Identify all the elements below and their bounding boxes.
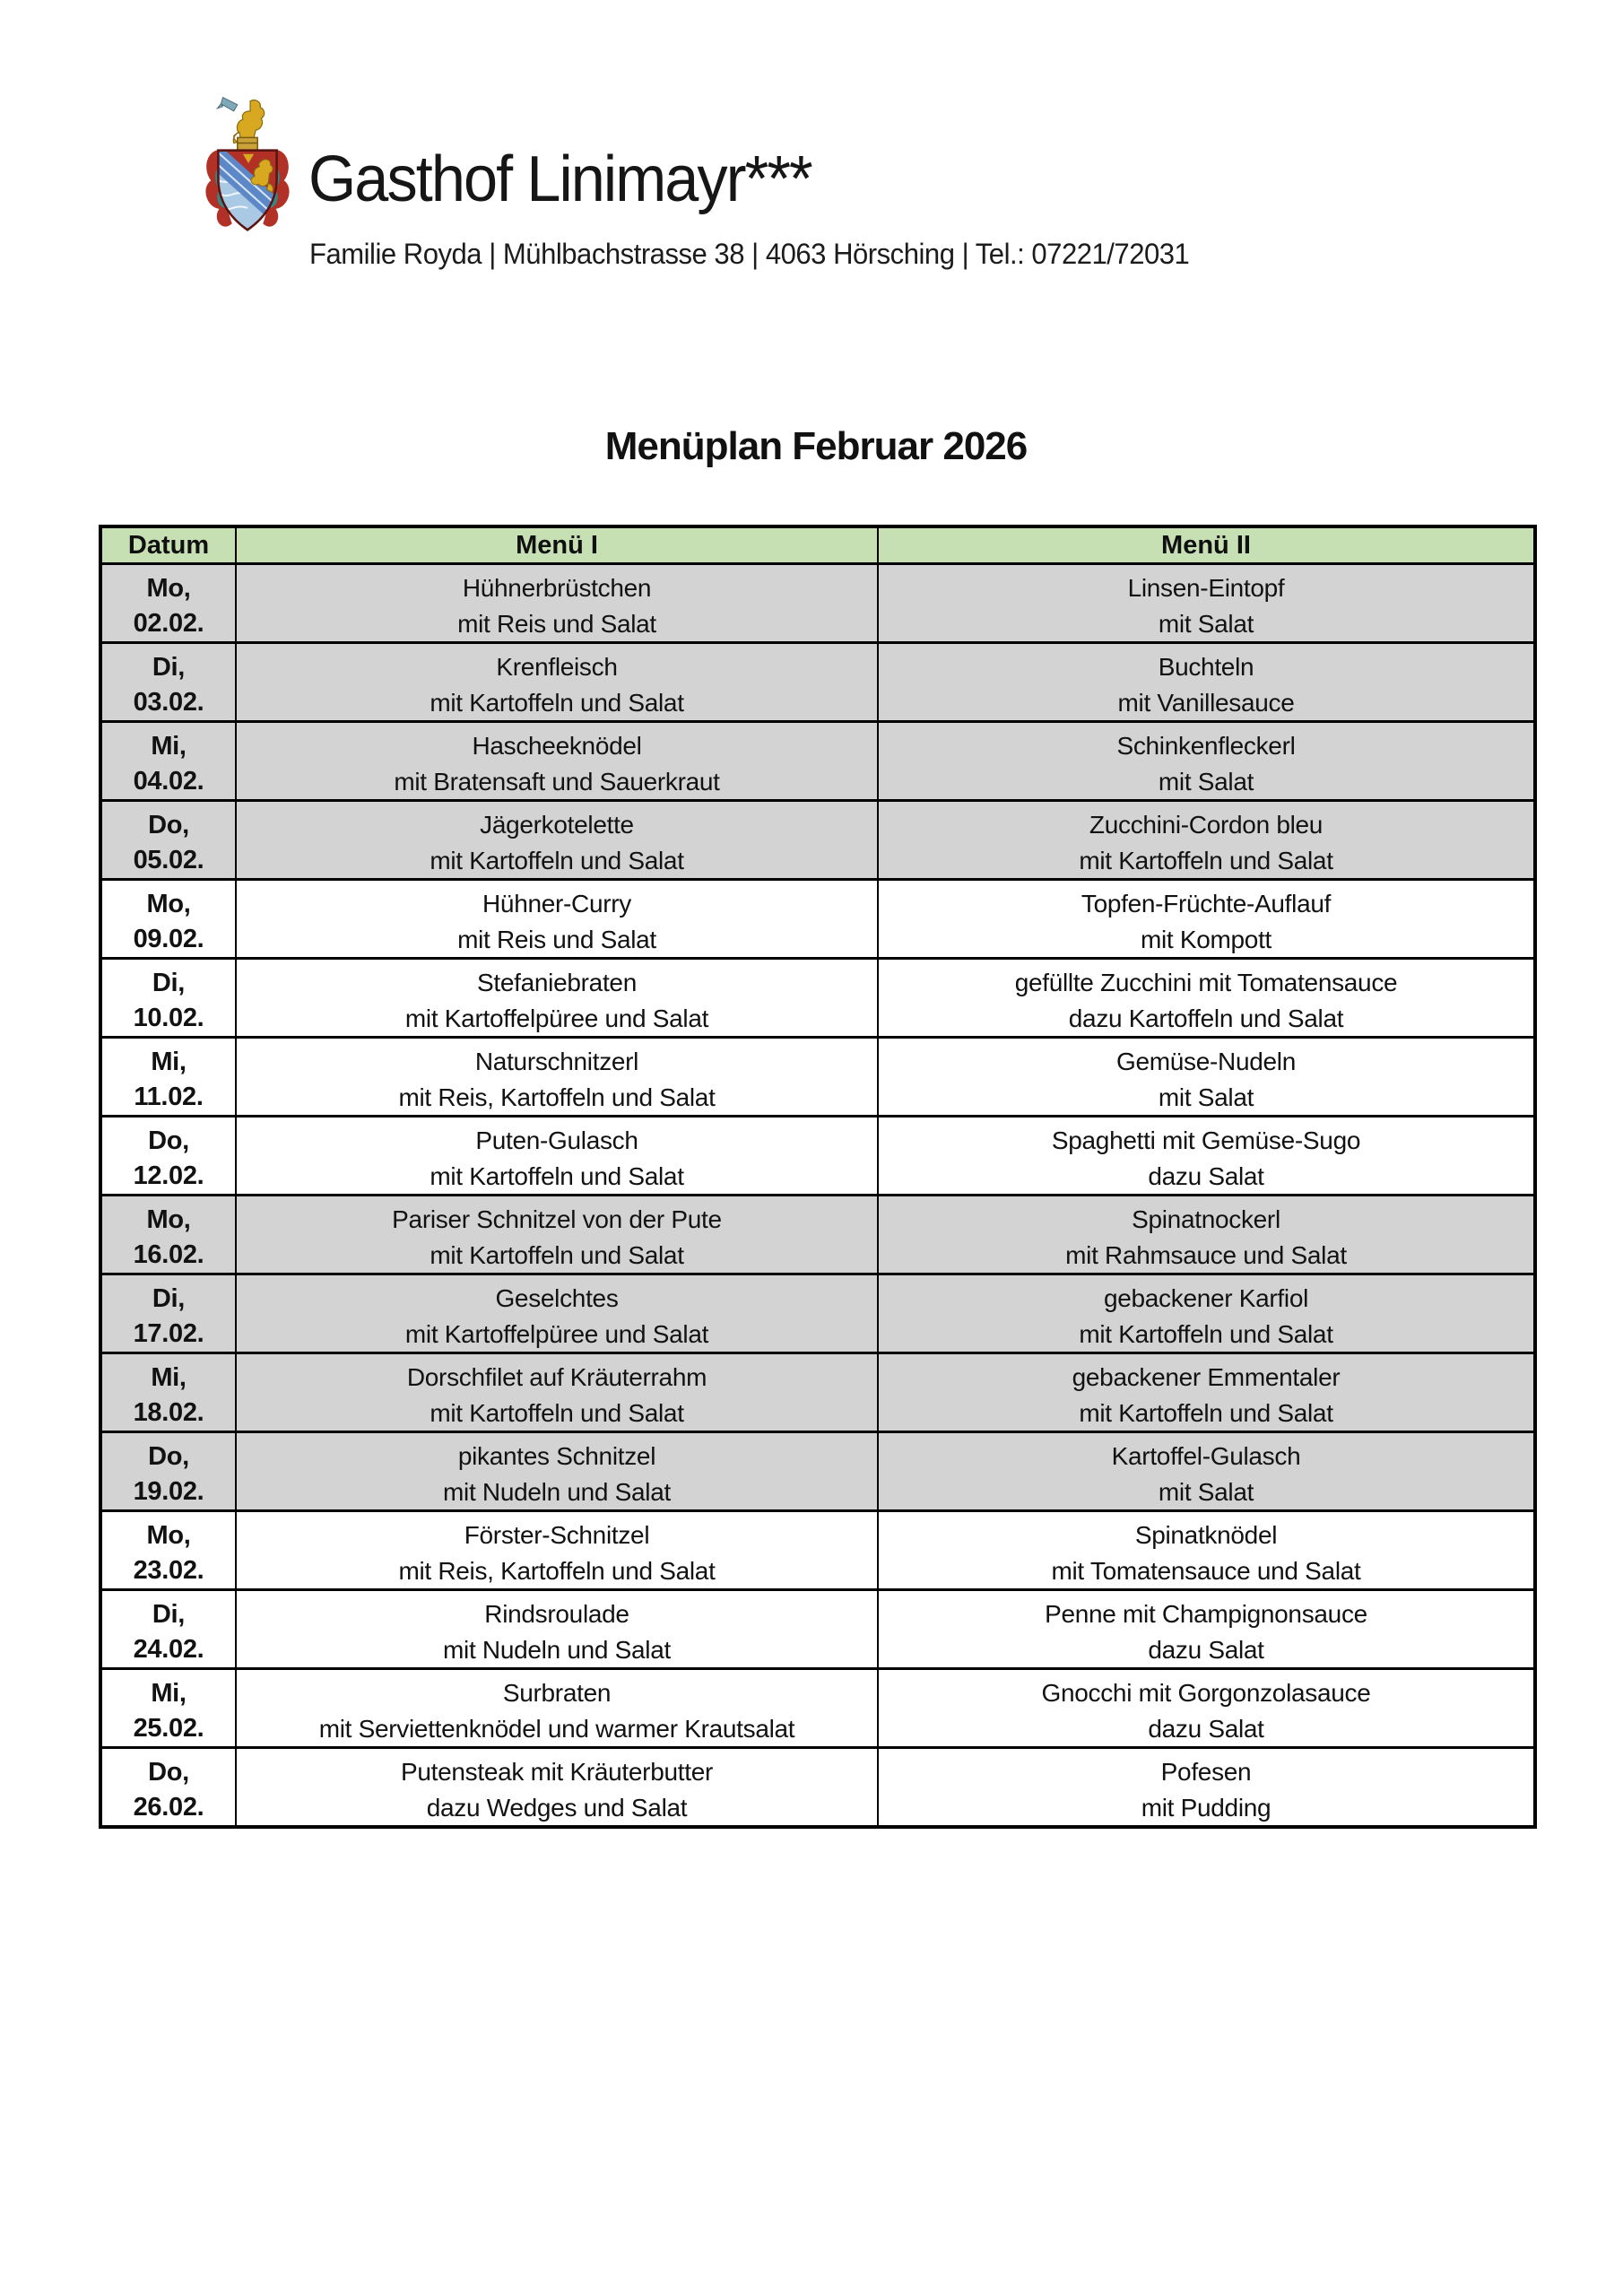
menu-row: [100, 643, 1535, 722]
date-label: 10.02.: [133, 1003, 204, 1032]
date-label: 12.02.: [133, 1161, 204, 1190]
menu2-dish: Penne mit Champignonsauce: [1045, 1600, 1367, 1628]
menu2-cell: [878, 564, 1535, 643]
menu1-cell: [236, 1196, 878, 1274]
menu1-side: mit Kartoffeln und Salat: [430, 1161, 684, 1190]
date-cell: [100, 1432, 236, 1511]
menu2-dish: Kartoffel-Gulasch: [1111, 1442, 1301, 1470]
menu2-dish: gebackener Emmentaler: [1072, 1363, 1341, 1391]
date-label: 18.02.: [133, 1397, 204, 1427]
date-cell: [100, 1669, 236, 1748]
menu-row: [100, 1196, 1535, 1274]
weekday-label: Do,: [148, 1442, 189, 1471]
menu1-cell: [236, 1669, 878, 1748]
menu1-dish: Pariser Schnitzel von der Pute: [392, 1205, 722, 1233]
menu2-dish: Spaghetti mit Gemüse-Sugo: [1051, 1126, 1361, 1154]
weekday-label: Do,: [148, 1126, 189, 1155]
menu-row: [100, 880, 1535, 959]
weekday-label: Mi,: [151, 1048, 187, 1076]
menu2-side: dazu Salat: [1148, 1635, 1264, 1664]
weekday-label: Do,: [148, 811, 189, 839]
column-header-menu1: Menü I: [236, 526, 878, 564]
menu1-side: mit Kartoffelpüree und Salat: [404, 1004, 709, 1032]
menu1-cell: [236, 1038, 878, 1117]
menu1-side: mit Reis, Kartoffeln und Salat: [398, 1083, 716, 1111]
menu-row: [100, 959, 1535, 1038]
menu2-dish: Linsen-Eintopf: [1127, 574, 1285, 602]
menu1-dish: Förster-Schnitzel: [464, 1521, 650, 1549]
date-label: 11.02.: [134, 1082, 204, 1111]
weekday-label: Di,: [152, 1600, 186, 1629]
menu2-side: mit Salat: [1158, 767, 1254, 796]
date-cell: [100, 1117, 236, 1196]
menu1-cell: [236, 880, 878, 959]
menu2-dish: Gemüse-Nudeln: [1116, 1048, 1296, 1075]
menu2-side: mit Kompott: [1140, 925, 1272, 953]
menu1-dish: Jägerkotelette: [480, 811, 634, 839]
menu2-cell: [878, 1196, 1535, 1274]
menu2-cell: [878, 1590, 1535, 1669]
menu1-side: mit Bratensaft und Sauerkraut: [394, 767, 720, 796]
menu2-side: mit Vanillesauce: [1117, 688, 1295, 717]
menu1-cell: [236, 1353, 878, 1432]
menu1-side: mit Serviettenknödel und warmer Krautsalat: [318, 1714, 795, 1743]
date-cell: [100, 564, 236, 643]
date-cell: [100, 959, 236, 1038]
menu1-side: dazu Wedges und Salat: [426, 1793, 688, 1822]
weekday-label: Mo,: [146, 574, 191, 603]
date-label: 24.02.: [133, 1634, 204, 1664]
date-label: 05.02.: [133, 845, 204, 874]
coat-of-arms-logo: [199, 93, 296, 239]
menu2-side: mit Salat: [1158, 1477, 1254, 1506]
date-label: 17.02.: [133, 1318, 204, 1348]
date-cell: [100, 1748, 236, 1828]
menu2-cell: [878, 1038, 1535, 1117]
menu1-cell: [236, 722, 878, 801]
weekday-label: Mo,: [146, 890, 191, 918]
menu1-dish: Puten-Gulasch: [475, 1126, 638, 1154]
weekday-label: Mo,: [146, 1521, 191, 1550]
menu1-cell: [236, 801, 878, 880]
date-cell: [100, 722, 236, 801]
plan-title: Menüplan Februar 2026: [604, 423, 1028, 468]
menu1-dish: Geselchtes: [495, 1284, 619, 1312]
menu1-dish: Hühnerbrüstchen: [462, 574, 652, 602]
menu2-cell: [878, 801, 1535, 880]
menu2-side: mit Kartoffeln und Salat: [1079, 1319, 1333, 1348]
date-cell: [100, 1196, 236, 1274]
date-cell: [100, 1511, 236, 1590]
menu2-cell: [878, 1748, 1535, 1828]
menu1-side: mit Kartoffeln und Salat: [430, 1240, 684, 1269]
menu2-side: mit Tomatensauce und Salat: [1051, 1556, 1361, 1585]
menu2-dish: Zucchini-Cordon bleu: [1089, 811, 1324, 839]
menu1-side: mit Kartoffeln und Salat: [430, 1398, 684, 1427]
date-label: 26.02.: [133, 1792, 204, 1822]
header-row: [100, 526, 1535, 564]
menu-row: [100, 1117, 1535, 1196]
menu2-cell: [878, 1669, 1535, 1748]
menu2-side: dazu Salat: [1148, 1161, 1264, 1190]
menu2-dish: Schinkenfleckerl: [1116, 732, 1296, 760]
menu-row: [100, 1511, 1535, 1590]
menu1-cell: [236, 1511, 878, 1590]
menu2-dish: gefüllte Zucchini mit Tomatensauce: [1014, 969, 1398, 996]
menu1-cell: [236, 643, 878, 722]
menu2-dish: Buchteln: [1158, 653, 1254, 681]
menu1-cell: [236, 1274, 878, 1353]
menu2-side: mit Rahmsauce und Salat: [1065, 1240, 1347, 1269]
menu2-side: mit Kartoffeln und Salat: [1079, 1398, 1333, 1427]
menu2-cell: [878, 1432, 1535, 1511]
business-name: Gasthof Linimayr***: [308, 144, 812, 216]
menu1-cell: [236, 1432, 878, 1511]
date-cell: [100, 1590, 236, 1669]
menu-row: [100, 564, 1535, 643]
menu2-side: dazu Kartoffeln und Salat: [1068, 1004, 1344, 1032]
date-label: 23.02.: [133, 1555, 204, 1585]
contact-line: Familie Royda | Mühlbachstrasse 38 | 4063 Hörsching | Tel.: 07221/72031: [309, 238, 1190, 270]
menu2-dish: Spinatknödel: [1134, 1521, 1278, 1549]
menu1-side: mit Kartoffeln und Salat: [430, 846, 684, 874]
menu1-dish: Krenfleisch: [496, 653, 618, 681]
menu-table-header: [100, 526, 1535, 564]
date-cell: [100, 1038, 236, 1117]
menu1-side: mit Reis, Kartoffeln und Salat: [398, 1556, 716, 1585]
lion-crest: [233, 100, 264, 144]
menu1-dish: Dorschfilet auf Kräuterrahm: [406, 1363, 707, 1391]
menu1-cell: [236, 1117, 878, 1196]
menu1-cell: [236, 1748, 878, 1828]
weekday-label: Mi,: [151, 732, 187, 761]
menu2-cell: [878, 1117, 1535, 1196]
menu2-cell: [878, 1511, 1535, 1590]
date-label: 04.02.: [133, 766, 204, 796]
column-header-datum: Datum: [100, 526, 236, 564]
menu1-side: mit Reis und Salat: [457, 609, 656, 638]
weekday-label: Mo,: [146, 1205, 191, 1234]
menu2-dish: Topfen-Früchte-Auflauf: [1081, 890, 1332, 918]
menu2-cell: [878, 643, 1535, 722]
menu2-cell: [878, 959, 1535, 1038]
menu-row: [100, 722, 1535, 801]
menu-row: [100, 1353, 1535, 1432]
date-label: 16.02.: [133, 1239, 204, 1269]
weekday-label: Di,: [152, 1284, 186, 1313]
menu2-cell: [878, 880, 1535, 959]
menu-row: [100, 1669, 1535, 1748]
menu1-side: mit Kartoffeln und Salat: [430, 688, 684, 717]
date-cell: [100, 801, 236, 880]
date-label: 19.02.: [133, 1476, 204, 1506]
menu1-side: mit Reis und Salat: [457, 925, 656, 953]
date-label: 25.02.: [133, 1713, 204, 1743]
menu1-side: mit Kartoffelpüree und Salat: [404, 1319, 709, 1348]
menu2-cell: [878, 1353, 1535, 1432]
menu-table-body: [100, 564, 1535, 1828]
menu-row: [100, 1432, 1535, 1511]
menu1-dish: Rindsroulade: [484, 1600, 629, 1628]
weekday-label: Do,: [148, 1758, 189, 1787]
weekday-label: Di,: [152, 653, 186, 682]
helm: [238, 137, 257, 150]
menu-row: [100, 1274, 1535, 1353]
weekday-label: Di,: [152, 969, 186, 997]
date-cell: [100, 1353, 236, 1432]
menu-row: [100, 801, 1535, 880]
menu2-cell: [878, 722, 1535, 801]
menu2-side: dazu Salat: [1148, 1714, 1264, 1743]
menu2-dish: Pofesen: [1160, 1758, 1252, 1786]
menu2-dish: Spinatnockerl: [1132, 1205, 1280, 1233]
menu-row: [100, 1590, 1535, 1669]
menu2-side: mit Pudding: [1141, 1793, 1271, 1822]
menu1-dish: Stefaniebraten: [477, 969, 637, 996]
menu2-side: mit Salat: [1158, 609, 1254, 638]
column-header-menu2: Menü II: [878, 526, 1535, 564]
menu1-dish: Hascheeknödel: [472, 732, 642, 760]
menu1-dish: Surbraten: [502, 1679, 612, 1707]
date-cell: [100, 1274, 236, 1353]
date-cell: [100, 880, 236, 959]
fish-crest: [217, 98, 237, 111]
menu2-side: mit Kartoffeln und Salat: [1079, 846, 1333, 874]
date-cell: [100, 643, 236, 722]
menu1-cell: [236, 1590, 878, 1669]
menu1-dish: pikantes Schnitzel: [457, 1442, 656, 1470]
date-label: 03.02.: [133, 687, 204, 717]
menu1-side: mit Nudeln und Salat: [443, 1635, 671, 1664]
menu1-cell: [236, 564, 878, 643]
menu2-dish: gebackener Karfiol: [1103, 1284, 1309, 1312]
menu2-dish: Gnocchi mit Gorgonzolasauce: [1041, 1679, 1371, 1707]
weekday-label: Mi,: [151, 1363, 187, 1392]
menu1-dish: Putensteak mit Kräuterbutter: [401, 1758, 713, 1786]
date-label: 09.02.: [133, 924, 204, 953]
menu1-dish: Hühner-Curry: [482, 890, 631, 918]
menu2-cell: [878, 1274, 1535, 1353]
menu-row: [100, 1748, 1535, 1828]
weekday-label: Mi,: [151, 1679, 187, 1708]
date-label: 02.02.: [133, 608, 204, 638]
menu-row: [100, 1038, 1535, 1117]
menu1-side: mit Nudeln und Salat: [443, 1477, 671, 1506]
menu1-dish: Naturschnitzerl: [474, 1048, 639, 1075]
menu-table: [99, 525, 1537, 1829]
menu2-side: mit Salat: [1158, 1083, 1254, 1111]
menu1-cell: [236, 959, 878, 1038]
